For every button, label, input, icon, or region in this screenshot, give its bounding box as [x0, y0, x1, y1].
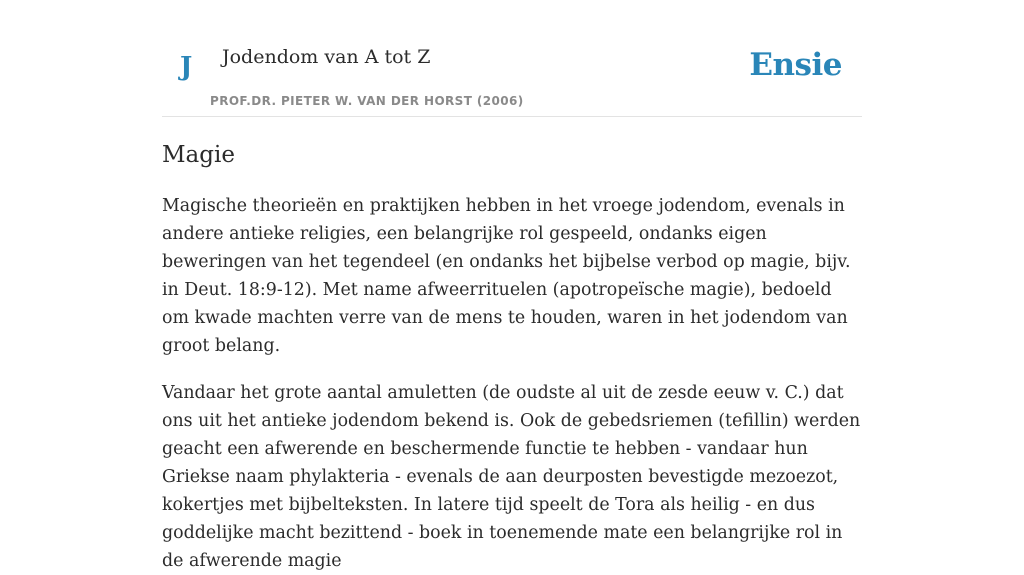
- header: [162, 0, 862, 117]
- article-title: Magie: [162, 142, 235, 168]
- book-title[interactable]: Jodendom van A tot Z: [222, 46, 431, 68]
- book-letter-icon: J: [180, 52, 193, 82]
- page: [162, 0, 862, 575]
- author-line: PROF.DR. PIETER W. VAN DER HORST (2006): [210, 94, 524, 108]
- article-paragraph: Vandaar het grote aantal amuletten (de oudste al uit de zesde eeuw v. C.) dat ons uit het antieke jodendom bekend is. Ook de gebedsriemen (tefillin) werden geacht een afwerende en beschermende functie te hebben - vandaar hun Griekse naam phylakteria - evenals de aan deurposten bevestigde mezoezot, kokertjes met bijbelteksten. In latere tijd speelt de Tora als heilig - en dus goddelijke macht bezittend - boek in toenemende mate een belangrijke rol in de afwerende magie: [162, 382, 861, 571]
- article-paragraph: Magische theorieën en praktijken hebben in het vroege jodendom, evenals in andere antieke religies, een belangrijke rol gespeeld, ondanks eigen beweringen van het tegendeel (en ondanks het bijbelse verbod op magie, bijv. in Deut. 18:9-12). Met name afweerrituelen (apotropeïsche magie), bedoeld om kwade machten verre van de mens te houden, waren in het jodendom van groot belang.: [162, 195, 851, 356]
- ensie-logo[interactable]: Ensie: [749, 47, 842, 83]
